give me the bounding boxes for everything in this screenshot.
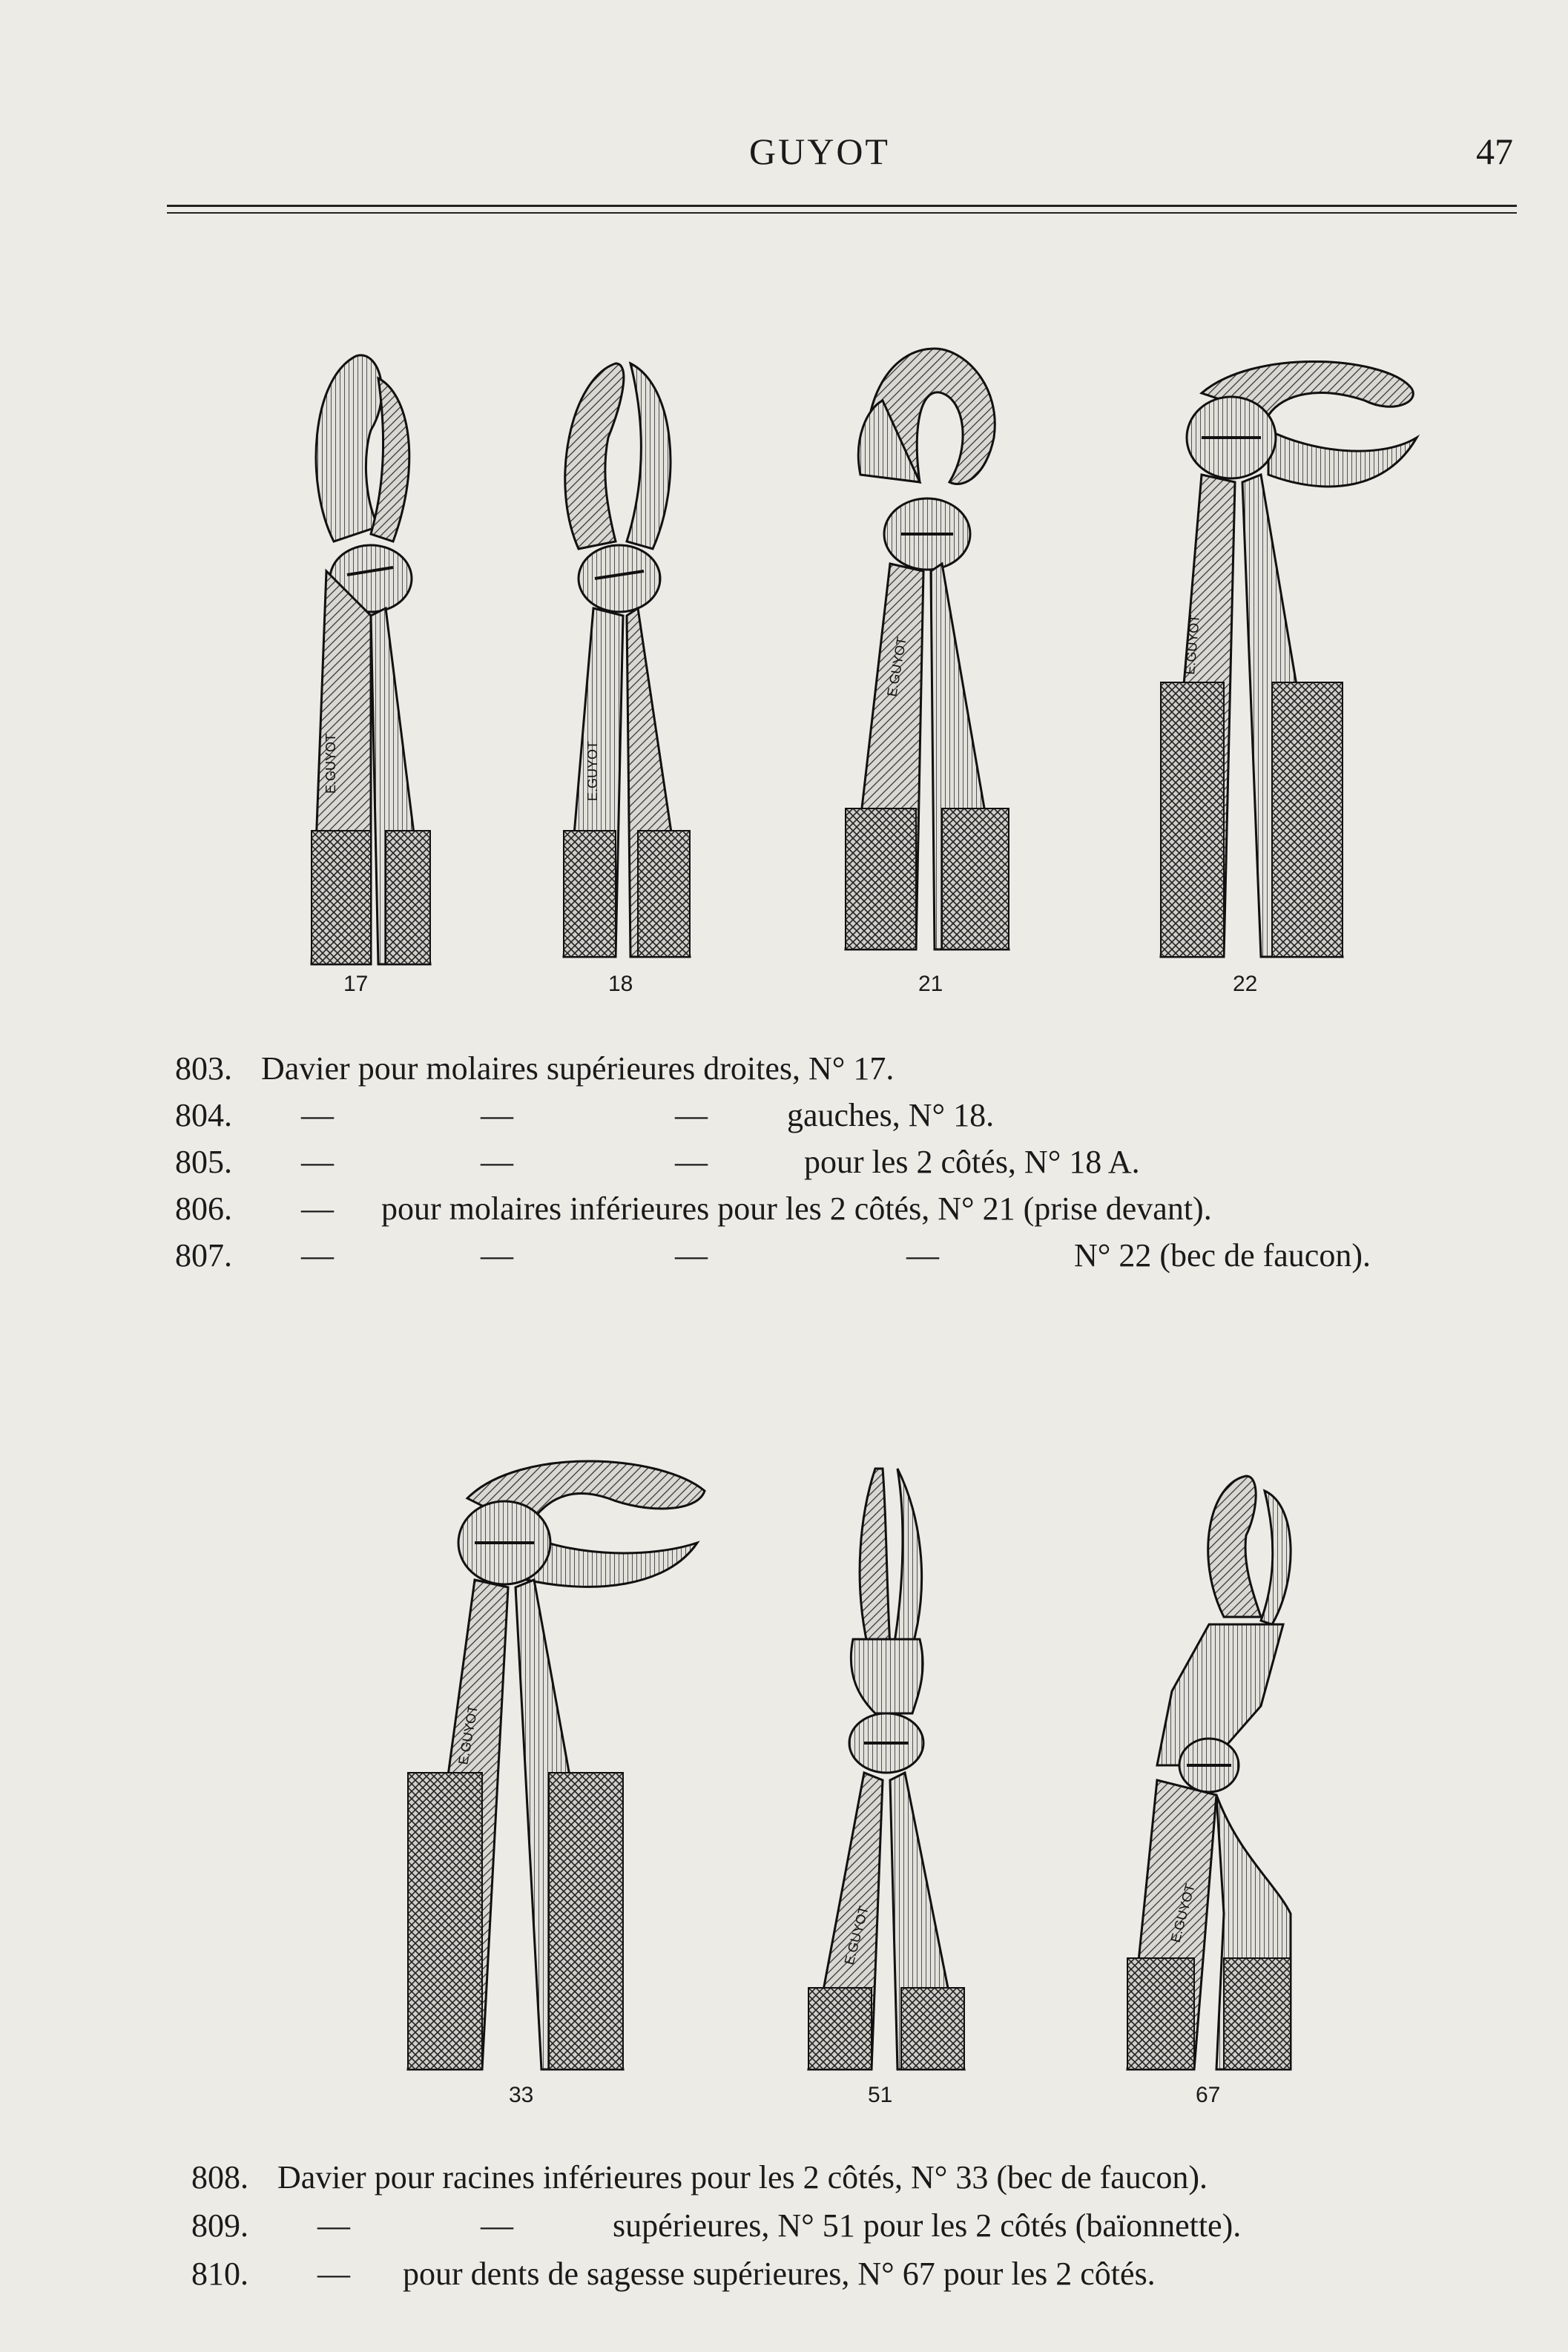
forceps-stamp-22: E.GUYOT	[1182, 613, 1203, 676]
figure-number-21: 21	[918, 972, 943, 996]
entry-text: pour les 2 côtés, N° 18 A.	[804, 1144, 1140, 1180]
ditto-mark: —	[481, 1237, 513, 1274]
page-header-title: GUYOT	[749, 131, 890, 172]
forceps-stamp-67: E.GUYOT	[1167, 1882, 1198, 1945]
forceps-illustration-18	[534, 356, 705, 964]
figure-number-33: 33	[509, 2083, 534, 2107]
ditto-mark: —	[481, 1097, 513, 1133]
forceps-illustration-33	[401, 1446, 712, 2077]
ditto-mark: —	[301, 1144, 334, 1180]
forceps-illustration-22	[1142, 334, 1439, 964]
forceps-stamp-21: E.GUYOT	[884, 636, 910, 698]
header-rule	[167, 205, 1517, 207]
page-number: 47	[1476, 131, 1513, 172]
ditto-mark: —	[317, 2256, 350, 2292]
entry-number: 805.	[175, 1144, 232, 1180]
figure-number-18: 18	[608, 972, 633, 996]
entry-number: 806.	[175, 1190, 232, 1227]
forceps-illustration-21	[838, 334, 1016, 957]
ditto-mark: —	[675, 1237, 708, 1274]
entry-text: pour molaires inférieures pour les 2 côtés, N° 21 (prise devant).	[381, 1190, 1212, 1227]
entry-number: 803.	[175, 1050, 232, 1087]
forceps-stamp-18: E.GUYOT	[585, 740, 600, 801]
figure-number-67: 67	[1196, 2083, 1221, 2107]
ditto-mark: —	[481, 1144, 513, 1180]
ditto-mark: —	[301, 1237, 334, 1274]
forceps-illustration-17	[282, 349, 460, 972]
figure-number-51: 51	[868, 2083, 893, 2107]
ditto-mark: —	[675, 1144, 708, 1180]
entry-number: 807.	[175, 1237, 232, 1274]
forceps-stamp-33: E.GUYOT	[455, 1704, 481, 1766]
header-rule-thin	[167, 212, 1517, 214]
entry-number: 808.	[191, 2159, 248, 2195]
figure-number-17: 17	[343, 972, 369, 996]
ditto-mark: —	[317, 2207, 350, 2244]
entry-text: gauches, N° 18.	[787, 1097, 995, 1133]
entry-text: supérieures, N° 51 pour les 2 côtés (baïonnette).	[613, 2207, 1242, 2244]
entry-text: pour dents de sagesse supérieures, N° 67 pour les 2 côtés.	[403, 2256, 1156, 2292]
ditto-mark: —	[481, 2207, 513, 2244]
entry-text: N° 22 (bec de faucon).	[1074, 1237, 1371, 1274]
ditto-mark: —	[301, 1097, 334, 1133]
forceps-illustration-67	[1113, 1469, 1305, 2077]
forceps-stamp-17: E.GUYOT	[323, 733, 338, 794]
entry-number: 810.	[191, 2256, 248, 2292]
ditto-mark: —	[906, 1237, 939, 1274]
entry-text: Davier pour racines inférieures pour les 2 côtés, N° 33 (bec de faucon).	[277, 2159, 1208, 2195]
entry-text: Davier pour molaires supérieures droites, N° 17.	[261, 1050, 895, 1087]
forceps-illustration-51	[801, 1454, 972, 2077]
entry-number: 809.	[191, 2207, 248, 2244]
figure-number-22: 22	[1233, 972, 1258, 996]
entry-number: 804.	[175, 1097, 232, 1133]
ditto-mark: —	[301, 1190, 334, 1227]
ditto-mark: —	[675, 1097, 708, 1133]
forceps-stamp-51: E.GUYOT	[841, 1904, 872, 1967]
